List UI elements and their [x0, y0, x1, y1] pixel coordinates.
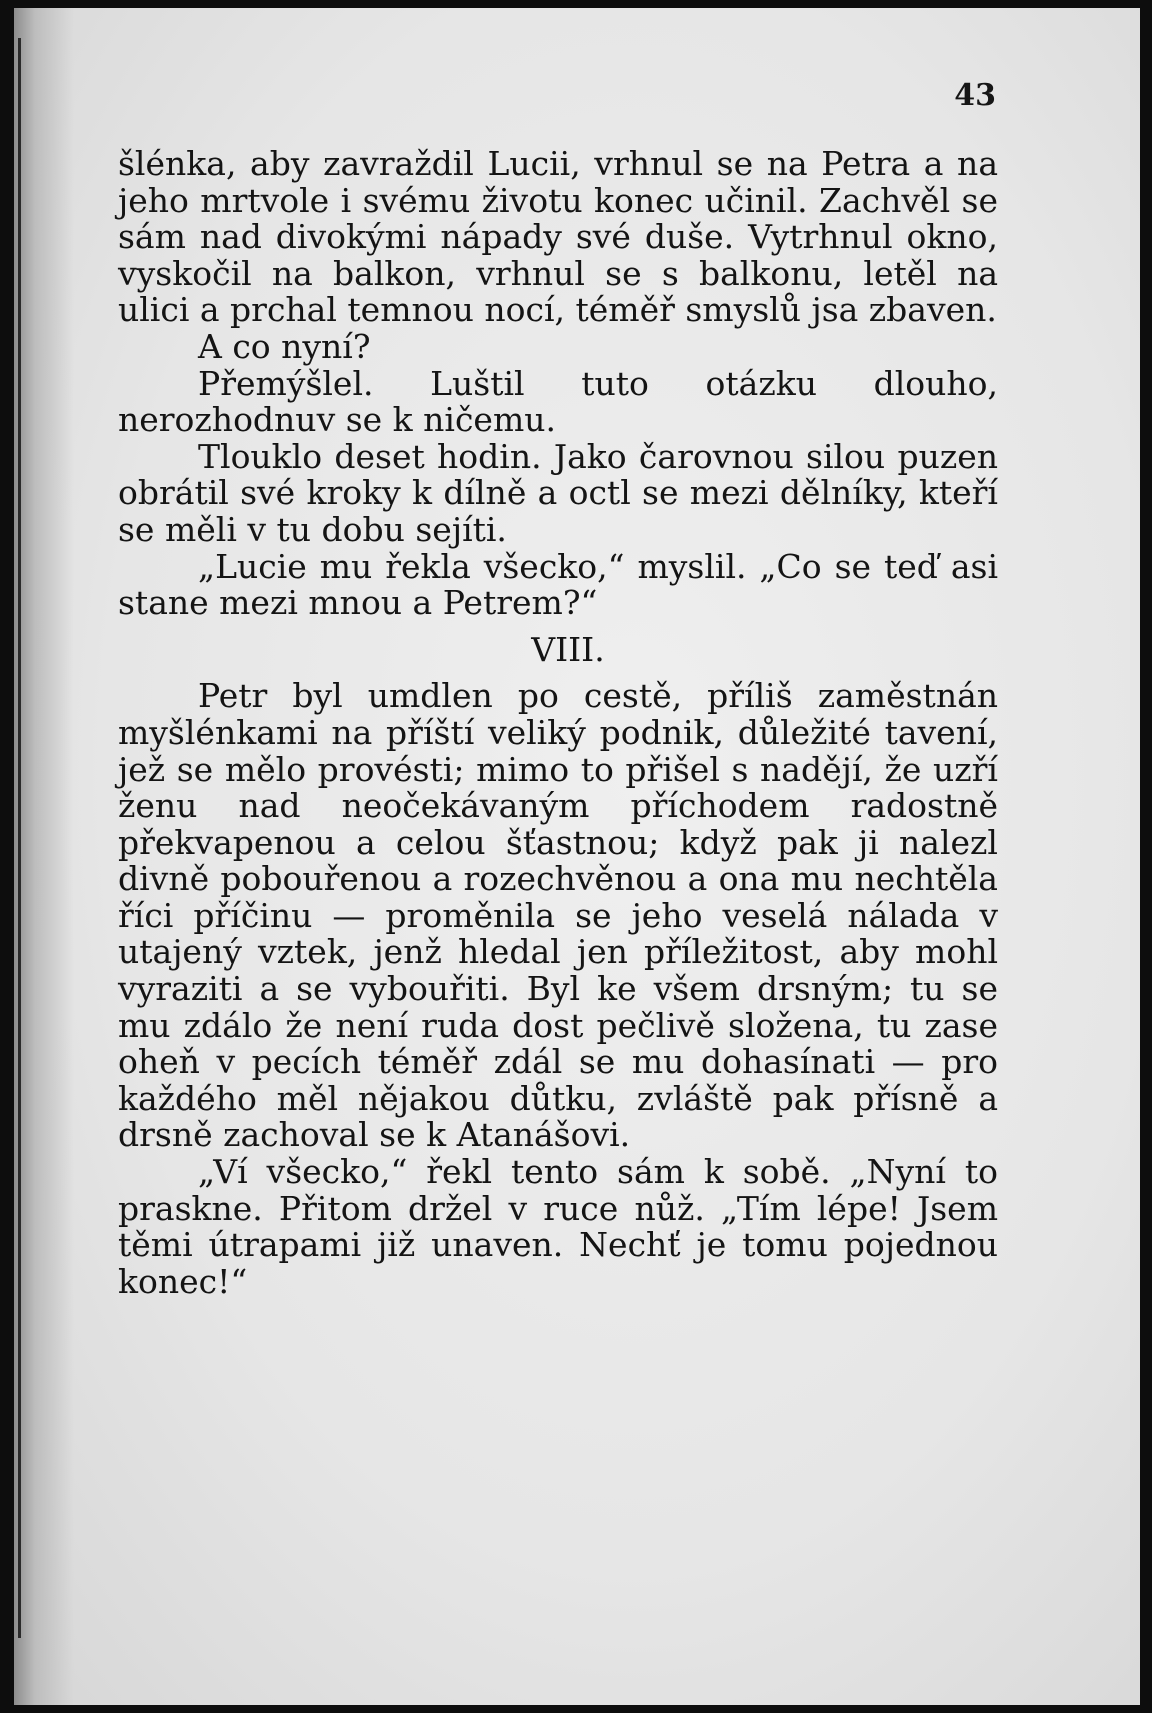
book-page: [14, 8, 1140, 1705]
paragraph: A co nyní?: [198, 326, 371, 366]
page-text: [118, 146, 998, 1300]
paragraph: Přemýšlel. Luštil tuto otázku dlouho, nerozhodnuv se k ničemu.: [118, 363, 998, 440]
paragraph: „Lucie mu řekla všecko,“ myslil. „Co se teď asi stane mezi mnou a Petrem?“: [118, 546, 998, 623]
paragraph: Tlouklo deset hodin. Jako čarovnou silou puzen obrátil své kroky k dílně a octl se mezi dělníky, kteří se měli v tu dobu sejíti.: [118, 436, 998, 549]
paragraph: „Ví všecko,“ řekl tento sám k sobě. „Nyní to praskne. Přitom držel v ruce nůž. „Tím lépe! Jsem těmi útrapami již unaven. Nechť je tomu pojednou konec!“: [118, 1152, 998, 1301]
paragraph: Petr byl umdlen po cestě, příliš zaměstnán myšlénkami na příští veliký podnik, důležité tavení, jež se mělo provésti; mimo to přišel s nadějí, že uzří ženu nad neočekávaným příchodem radostně překvapenou a celou šťastnou; když pak ji nalezl divně pobouřenou a rozechvěnou a ona mu nechtěla říci příčinu — proměnila se jeho veselá nálada v utajený vztek, jenž hledal jen příležitost, aby mohl vyraziti a se vybouřiti. Byl ke všem drsným; tu se mu zdálo že není ruda dost pečlivě složena, tu zase oheň v pecích téměř zdál se mu dohasínati — pro každého měl nějakou důtku, zvláště pak přísně a drsně zachoval se k Atanášovi.: [118, 676, 998, 1155]
chapter-heading: VIII.: [531, 629, 605, 669]
paragraph-continuation: šlénka, aby zavraždil Lucii, vrhnul se na Petra a na jeho mrtvole i svému životu konec učinil. Zachvěl se sám nad divokými nápady své duše. Vytrhnul okno, vyskočil na balkon, vrhnul se s balkonu, letěl na ulici a prchal temnou nocí, téměř smyslů jsa zbaven.: [118, 144, 998, 330]
page-spine-shadow: [14, 8, 74, 1705]
page-edge-line: [18, 38, 21, 1638]
page-number: 43: [954, 78, 996, 113]
